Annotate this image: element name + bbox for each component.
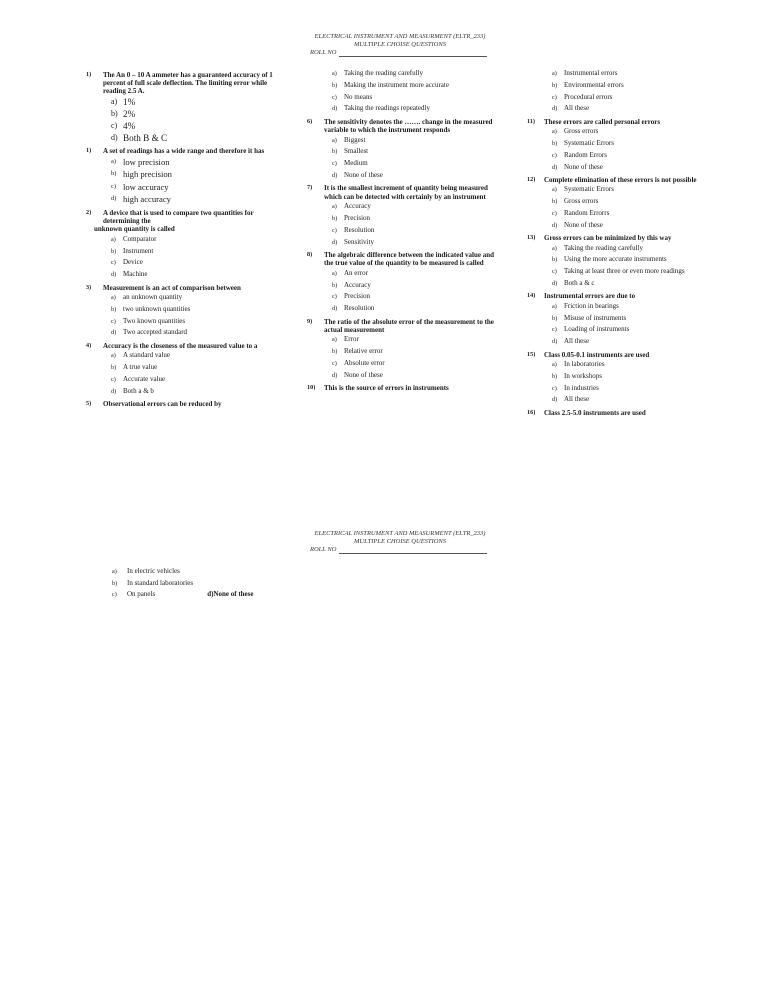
question-number: 1) bbox=[86, 147, 92, 155]
option-text: Using the more accurate instruments bbox=[564, 255, 667, 264]
option-text: Both a & c bbox=[564, 278, 595, 287]
option-text: Accurate value bbox=[123, 374, 166, 383]
column-2 bbox=[307, 68, 503, 393]
option-text: All these bbox=[564, 395, 590, 404]
column-3 bbox=[527, 68, 723, 417]
answer-option bbox=[111, 350, 282, 362]
option-letter: a) bbox=[111, 352, 116, 360]
option-text: two unknown quantities bbox=[123, 304, 191, 313]
question-number: 16) bbox=[527, 408, 536, 416]
option-letter: c) bbox=[552, 209, 557, 217]
answer-option bbox=[332, 334, 503, 346]
question-number: 4) bbox=[86, 341, 92, 349]
option-letter: b) bbox=[111, 305, 117, 313]
question-text: The sensitivity denotes the ……. change in the measured variable to which the instrument responds bbox=[324, 117, 493, 135]
option-letter: a) bbox=[552, 70, 557, 77]
question bbox=[307, 184, 503, 201]
answer-option bbox=[332, 346, 503, 358]
question-number: 1) bbox=[86, 70, 92, 78]
option-text: Both a & b bbox=[123, 386, 154, 395]
option-text: an unknown quantity bbox=[123, 293, 183, 301]
option-text: Environmental errors bbox=[564, 80, 624, 89]
option-text: 1% bbox=[123, 96, 136, 107]
option-text: Two accepted standard bbox=[123, 328, 188, 337]
option-text: Misuse of instruments bbox=[564, 313, 627, 322]
question bbox=[527, 176, 723, 184]
option-text: 4% bbox=[123, 121, 136, 132]
option-text: Absolute error bbox=[344, 358, 385, 367]
option-letter: b) bbox=[111, 363, 117, 371]
question-text: A device that is used to compare two quantities for determining the bbox=[103, 208, 254, 225]
option-letter: c) bbox=[111, 259, 116, 267]
option-letter: b) bbox=[552, 314, 558, 322]
option-letter: b) bbox=[552, 372, 558, 380]
answer-option bbox=[111, 327, 282, 339]
option-letter: d) bbox=[552, 163, 558, 171]
option-letter: c) bbox=[552, 93, 557, 101]
option-text: Smallest bbox=[344, 147, 369, 156]
option-text: high accuracy bbox=[123, 194, 171, 205]
option-letter: c) bbox=[552, 326, 557, 334]
question-number: 14) bbox=[527, 292, 536, 300]
option-text: Error bbox=[344, 335, 359, 344]
option-text: Relative error bbox=[344, 347, 383, 356]
option-letter: d) bbox=[552, 338, 558, 346]
question-text: Instrumental errors are due to bbox=[544, 292, 636, 301]
option-text: Systematic Errors bbox=[564, 138, 614, 147]
option-letter: d) bbox=[332, 371, 338, 379]
option-text: high precision bbox=[123, 169, 172, 180]
answer-option bbox=[111, 257, 282, 269]
option-text: low precision bbox=[123, 156, 170, 167]
option-text: Precision bbox=[344, 213, 371, 222]
option-text: Loading of instruments bbox=[564, 325, 630, 334]
option-text: Gross errors bbox=[564, 127, 599, 136]
option-letter: d) bbox=[552, 396, 558, 404]
option-letter: b) bbox=[111, 247, 117, 255]
option-letter: c) bbox=[552, 384, 557, 392]
doc-title: ELECTRICAL INSTRUMENT AND MEASURMENT (ELTR_233) bbox=[314, 530, 486, 537]
question-16-options bbox=[112, 566, 332, 601]
page-header bbox=[310, 530, 490, 554]
option-letter: c) bbox=[332, 293, 337, 301]
option-letter: a) bbox=[111, 96, 118, 106]
answer-option bbox=[552, 359, 723, 371]
option-text: Random Errors bbox=[564, 150, 607, 159]
question-text: These errors are called personal errors bbox=[544, 117, 661, 126]
answer-option bbox=[552, 243, 723, 255]
option-letter: c) bbox=[332, 359, 337, 367]
option-text: No means bbox=[344, 92, 373, 101]
option-text: Sensitivity bbox=[344, 237, 374, 246]
answer-option bbox=[332, 80, 503, 92]
option-letter: d) bbox=[111, 271, 117, 279]
option-letter: a) bbox=[332, 70, 337, 77]
answer-option bbox=[111, 304, 282, 316]
doc-subtitle: MULTIPLE CHOISE QUESTIONS bbox=[354, 41, 446, 48]
option-letter: d) bbox=[332, 171, 338, 179]
option-text: All these bbox=[564, 337, 590, 346]
question-text: The algebraic difference between the indicated value and the true value of the quantity to be measured is called bbox=[324, 250, 494, 268]
option-text: Taking the readings repeatedly bbox=[344, 104, 431, 113]
option-text: Taking the reading carefully bbox=[344, 69, 424, 77]
question bbox=[527, 351, 723, 359]
option-c: c) On panels d)None of these bbox=[112, 589, 332, 601]
question bbox=[527, 234, 723, 242]
roll-no-blank bbox=[339, 547, 487, 554]
option-text: Procedural errors bbox=[564, 92, 613, 101]
question-text: Class 2.5-5.0 instruments are used bbox=[544, 408, 646, 417]
option-letter: a) bbox=[552, 128, 557, 136]
option-text: A true value bbox=[123, 362, 158, 371]
answer-option bbox=[111, 108, 282, 120]
option-text: Accuracy bbox=[344, 280, 371, 289]
question-number: 15) bbox=[527, 350, 536, 358]
answer-option bbox=[332, 68, 503, 80]
answer-option bbox=[332, 370, 503, 382]
option-text: Biggest bbox=[344, 135, 366, 144]
option-text: Taking at least three or even more readings bbox=[564, 267, 685, 276]
question bbox=[307, 384, 503, 392]
answer-option bbox=[552, 162, 723, 174]
doc-subtitle: MULTIPLE CHOISE QUESTIONS bbox=[354, 538, 446, 545]
answer-option bbox=[332, 303, 503, 315]
answer-option bbox=[332, 213, 503, 225]
answer-option bbox=[111, 234, 282, 246]
option-text: In industries bbox=[564, 383, 599, 392]
answer-option bbox=[332, 170, 503, 182]
answer-option bbox=[552, 103, 723, 115]
question-text: The An 0 – 10 A ammeter has a guaranteed accuracy of 1 percent of full scale deflection. The limiting error while reading 2.5 A. bbox=[103, 70, 273, 96]
answer-option bbox=[552, 80, 723, 92]
question-text: Complete elimination of these errors is not possible bbox=[544, 175, 697, 184]
answer-option bbox=[332, 103, 503, 115]
answer-option bbox=[552, 313, 723, 325]
question-text: This is the source of errors in instruments bbox=[324, 384, 449, 393]
question-text: Gross errors can be minimized by this way bbox=[544, 234, 672, 243]
question-text: Measurement is an act of comparison between bbox=[103, 283, 241, 292]
answer-option bbox=[111, 156, 282, 169]
option-b: b) In standard laboratories bbox=[112, 578, 194, 587]
option-text: Gross errors bbox=[564, 197, 599, 206]
answer-option bbox=[111, 193, 282, 206]
option-letter: a) bbox=[332, 269, 337, 277]
question bbox=[86, 400, 282, 408]
option-letter: a) bbox=[552, 244, 557, 252]
option-letter: b) bbox=[332, 281, 338, 289]
option-letter: d) bbox=[552, 105, 558, 113]
option-letter: b) bbox=[552, 139, 558, 147]
question-number: 13) bbox=[527, 234, 536, 242]
answer-option bbox=[111, 246, 282, 258]
question bbox=[307, 251, 503, 268]
option-letter: b) bbox=[332, 148, 338, 156]
option-letter: a) bbox=[111, 235, 116, 243]
option-letter: a) bbox=[552, 360, 557, 368]
question-number: 10) bbox=[307, 384, 316, 392]
option-letter: a) bbox=[332, 203, 337, 211]
option-letter: a) bbox=[552, 302, 557, 310]
option-letter: c) bbox=[111, 375, 116, 383]
question bbox=[86, 284, 282, 292]
answer-option bbox=[111, 362, 282, 374]
question bbox=[86, 209, 282, 226]
option-text: Friction in bearings bbox=[564, 301, 619, 310]
answer-option bbox=[111, 269, 282, 281]
option-letter: c) bbox=[111, 121, 118, 131]
question bbox=[307, 118, 503, 135]
option-text: In laboratories bbox=[564, 359, 605, 368]
option-letter: d) bbox=[111, 133, 118, 143]
answer-option bbox=[111, 96, 282, 108]
option-letter: b) bbox=[111, 170, 117, 178]
answer-option bbox=[111, 292, 282, 304]
answer-option bbox=[552, 68, 723, 80]
option-letter: c) bbox=[111, 182, 116, 190]
question-text-continued: unknown quantity is called bbox=[94, 225, 175, 234]
answer-option bbox=[552, 254, 723, 266]
answer-option bbox=[332, 225, 503, 237]
question-number: 8) bbox=[307, 250, 313, 258]
option-letter: d) bbox=[332, 238, 338, 246]
question bbox=[527, 409, 723, 417]
option-text: None of these bbox=[564, 162, 603, 171]
option-d: d)None of these bbox=[207, 590, 254, 599]
answer-option bbox=[111, 374, 282, 386]
question bbox=[86, 71, 282, 96]
question-text: The ratio of the absolute error of the measurement to the actual measurement bbox=[324, 317, 494, 334]
option-a: a) In electric vehicles bbox=[112, 567, 180, 575]
option-letter: d) bbox=[332, 305, 338, 313]
answer-option bbox=[552, 336, 723, 348]
option-text: An error bbox=[344, 268, 368, 277]
option-text: Resolution bbox=[344, 225, 375, 234]
answer-option bbox=[332, 201, 503, 213]
option-text: In workshops bbox=[564, 371, 602, 380]
option-letter: c) bbox=[552, 268, 557, 276]
option-text: Both B & C bbox=[123, 133, 168, 144]
option-text: Device bbox=[123, 258, 143, 267]
option-letter: a) bbox=[332, 336, 337, 344]
option-letter: a) bbox=[111, 294, 116, 301]
option-text: Accuracy bbox=[344, 202, 371, 211]
answer-option bbox=[552, 394, 723, 406]
answer-option bbox=[111, 132, 282, 144]
option-letter: b) bbox=[552, 256, 558, 264]
answer-option bbox=[552, 301, 723, 313]
option-letter: c) bbox=[552, 151, 557, 159]
question bbox=[527, 118, 723, 126]
option-letter: a) bbox=[111, 157, 116, 165]
answer-option bbox=[552, 324, 723, 336]
question-text: Class 0.05-0.1 instruments are used bbox=[544, 350, 650, 359]
option-letter: d) bbox=[111, 195, 117, 203]
answer-option bbox=[552, 371, 723, 383]
option-text: None of these bbox=[344, 170, 383, 179]
option-letter: b) bbox=[552, 81, 558, 89]
option-letter: c) bbox=[111, 317, 116, 325]
answer-option bbox=[332, 92, 503, 104]
page-2 bbox=[0, 497, 768, 994]
option-letter: c) bbox=[332, 160, 337, 168]
option-text: All these bbox=[564, 104, 590, 113]
option-letter: b) bbox=[111, 109, 118, 119]
option-text: 2% bbox=[123, 109, 136, 120]
option-text: Two known quantities bbox=[123, 316, 186, 325]
option-text: None of these bbox=[344, 370, 383, 379]
answer-option bbox=[111, 316, 282, 328]
doc-title: ELECTRICAL INSTRUMENT AND MEASURMENT (ELTR_233) bbox=[314, 33, 486, 40]
question-number: 9) bbox=[307, 317, 313, 325]
option-text: Comparator bbox=[123, 234, 157, 243]
answer-option bbox=[552, 266, 723, 278]
question-number: 6) bbox=[307, 117, 313, 125]
roll-no-blank bbox=[339, 50, 487, 57]
option-text: None of these bbox=[564, 220, 603, 229]
option-letter: b) bbox=[332, 348, 338, 356]
option-letter: d) bbox=[111, 387, 117, 395]
option-letter: c) bbox=[332, 93, 337, 101]
answer-option bbox=[552, 92, 723, 104]
option-text: low accuracy bbox=[123, 181, 169, 192]
question bbox=[86, 342, 282, 350]
option-letter: c) bbox=[332, 226, 337, 234]
answer-option bbox=[111, 168, 282, 181]
answer-option bbox=[332, 291, 503, 303]
answer-option bbox=[332, 146, 503, 158]
answer-option bbox=[332, 358, 503, 370]
answer-option bbox=[552, 278, 723, 290]
answer-option bbox=[332, 280, 503, 292]
option-text: Making the instrument more accurate bbox=[344, 80, 449, 89]
answer-option bbox=[332, 237, 503, 249]
option-letter: d) bbox=[552, 279, 558, 287]
answer-option bbox=[111, 120, 282, 132]
question-text: Observational errors can be reduced by bbox=[103, 399, 222, 408]
option-text: Taking the reading carefully bbox=[564, 243, 644, 252]
answer-option bbox=[552, 383, 723, 395]
option-text: A standard value bbox=[123, 351, 171, 360]
question-number: 5) bbox=[86, 399, 92, 407]
answer-option bbox=[111, 386, 282, 398]
answer-option bbox=[332, 268, 503, 280]
question bbox=[86, 147, 282, 155]
question bbox=[307, 318, 503, 335]
option-text: Random Errorrs bbox=[564, 208, 610, 217]
option-text: Instrument bbox=[123, 246, 154, 255]
answer-option bbox=[552, 150, 723, 162]
answer-option bbox=[111, 181, 282, 194]
question-number: 2) bbox=[86, 208, 92, 216]
option-letter: b) bbox=[332, 214, 338, 222]
option-letter: d) bbox=[552, 221, 558, 229]
option-letter: b) bbox=[552, 198, 558, 206]
option-text: Machine bbox=[123, 270, 148, 279]
option-letter: b) bbox=[332, 81, 338, 89]
answer-option bbox=[552, 220, 723, 232]
question-text: It is the smallest increment of quantity being measured which can be detected with certainly by an instrument bbox=[324, 184, 488, 201]
roll-no: ROLL NO bbox=[310, 49, 490, 57]
question-number: 3) bbox=[86, 283, 92, 291]
option-text: Systematic Errors bbox=[564, 185, 614, 194]
option-letter: a) bbox=[552, 186, 557, 194]
question-number: 7) bbox=[307, 184, 313, 192]
answer-option bbox=[552, 126, 723, 138]
answer-option bbox=[332, 135, 503, 147]
option-letter: d) bbox=[111, 329, 117, 337]
option-letter: d) bbox=[332, 105, 338, 113]
question-text: A set of readings has a wide range and therefore it has bbox=[103, 147, 265, 156]
page-header bbox=[310, 33, 490, 57]
answer-option bbox=[552, 138, 723, 150]
roll-no: ROLL NO bbox=[310, 546, 490, 554]
answer-option bbox=[552, 184, 723, 196]
question-number: 12) bbox=[527, 175, 536, 183]
option-text: Resolution bbox=[344, 304, 375, 313]
question-text: Accuracy is the closeness of the measured value to a bbox=[103, 341, 258, 350]
option-text: Medium bbox=[344, 159, 368, 168]
answer-option bbox=[552, 196, 723, 208]
answer-option bbox=[552, 208, 723, 220]
column-1 bbox=[86, 68, 282, 408]
question bbox=[527, 292, 723, 300]
option-text: Precision bbox=[344, 292, 371, 301]
option-text: Instrumental errors bbox=[564, 69, 618, 77]
answer-option bbox=[332, 158, 503, 170]
option-letter: a) bbox=[332, 136, 337, 144]
question-number: 11) bbox=[527, 117, 535, 125]
